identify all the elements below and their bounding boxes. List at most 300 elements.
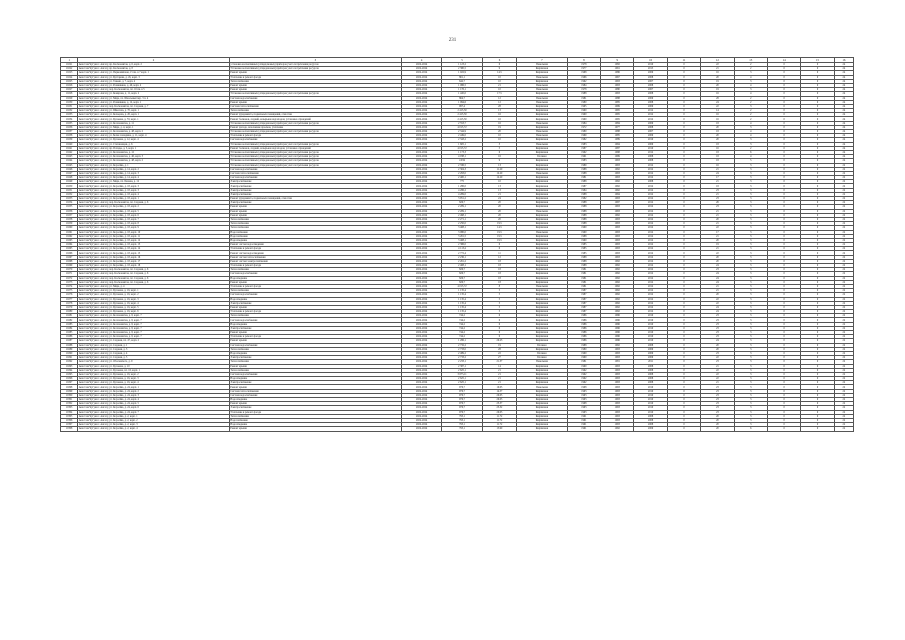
- table-cell-col-1: 10265: [61, 247, 78, 251]
- table-cell-col-8: 1985: [567, 243, 600, 247]
- table-cell-col-3: Установка коллективных (общедомовых) приборов учета потребления ресурсов: [229, 92, 401, 96]
- table-cell-col-12: 23: [701, 322, 734, 326]
- table-cell-col-6: 28: [482, 347, 516, 351]
- table-cell-col-5: 2 386,0: [442, 243, 482, 247]
- table-cell-col-4: 2022-2024: [401, 83, 441, 87]
- table-cell-col-7: Кирпичная: [517, 205, 568, 209]
- table-cell-col-14: 0: [767, 217, 800, 221]
- table-cell-col-3: Теплоснабжение: [229, 314, 401, 318]
- table-cell-col-10: 2008: [634, 83, 667, 87]
- table-cell-col-8: 1981: [567, 280, 600, 284]
- table-cell-col-4: 2022-2024: [401, 364, 441, 368]
- table-cell-col-1: 10256: [61, 209, 78, 213]
- table-cell-col-5: 4 113,4: [442, 247, 482, 251]
- table-cell-col-1: 10260: [61, 226, 78, 230]
- table-cell-col-12: 23: [701, 335, 734, 339]
- table-cell-col-15: 0: [801, 192, 834, 196]
- table-cell-col-5: 2 344,9: [442, 130, 482, 134]
- table-cell-col-15: 0: [801, 159, 834, 163]
- table-cell-col-4: 2022-2024: [401, 176, 441, 180]
- table-cell-col-16: 24: [834, 67, 853, 71]
- table-cell-col-6: 21: [482, 368, 516, 372]
- table-cell-col-14: 0: [767, 410, 800, 414]
- table-cell-col-14: 0: [767, 280, 800, 284]
- table-cell-col-12: 26: [701, 201, 734, 205]
- table-cell-col-16: 22: [834, 284, 853, 288]
- table-cell-col-8: 1978: [567, 88, 600, 92]
- table-cell-col-7: Кирпичная: [517, 276, 568, 280]
- table-cell-col-5: 861,1: [442, 75, 482, 79]
- table-cell-col-10: 2012: [634, 310, 667, 314]
- table-cell-col-8: 1987: [567, 146, 600, 150]
- table-cell-col-4: 2022-2024: [401, 209, 441, 213]
- table-cell-col-9: 1992: [601, 305, 634, 309]
- table-cell-col-6: 14: [482, 364, 516, 368]
- table-cell-col-14: 0: [767, 343, 800, 347]
- table-cell-col-9: 1993: [601, 251, 634, 255]
- table-cell-col-1: 10225: [61, 79, 78, 83]
- table-cell-col-16: 22: [834, 381, 853, 385]
- table-cell-col-16: 24: [834, 104, 853, 108]
- table-cell-col-14: 0: [767, 360, 800, 364]
- table-cell-col-12: 16: [701, 71, 734, 75]
- table-cell-col-14: 0: [767, 385, 800, 389]
- table-cell-col-6: 8: [482, 284, 516, 288]
- table-cell-col-11: 0: [667, 272, 700, 276]
- table-cell-col-11: 0: [667, 163, 700, 167]
- table-cell-col-1: 10283: [61, 322, 78, 326]
- table-cell-col-12: 16: [701, 92, 734, 96]
- table-cell-col-2: Аша Сам Чугунн г. Ангасу, ул. Королёва, д. 18, корп. 3: [78, 184, 230, 188]
- table-cell-col-11: 0: [667, 284, 700, 288]
- table-cell-col-11: 0: [667, 251, 700, 255]
- table-cell-col-6: 6: [482, 326, 516, 330]
- table-cell-col-15: 0: [801, 100, 834, 104]
- table-cell-col-5: 1 445,0: [442, 92, 482, 96]
- table-cell-col-5: 2 343,2: [442, 138, 482, 142]
- table-cell-col-3: Ремонт крыши: [229, 71, 401, 75]
- table-cell-col-7: Кирпичная: [517, 79, 568, 83]
- table-cell-col-8: 1992: [567, 150, 600, 154]
- table-cell-col-8: 1982: [567, 197, 600, 201]
- table-cell-col-13: 6: [734, 150, 767, 154]
- table-cell-col-3: Система водоснабжения: [229, 96, 401, 100]
- table-cell-col-15: 0: [801, 121, 834, 125]
- table-cell-col-11: 0: [667, 176, 700, 180]
- table-cell-col-16: 24: [834, 109, 853, 113]
- table-cell-col-13: 3: [734, 142, 767, 146]
- table-cell-col-1: 10229: [61, 96, 78, 100]
- table-cell-col-5: 2 336,5: [442, 163, 482, 167]
- table-cell-col-7: Панельная: [517, 96, 568, 100]
- table-cell-col-9: 1992: [601, 293, 634, 297]
- table-cell-col-5: 1 022,9: [442, 71, 482, 75]
- table-cell-col-16: 24: [834, 83, 853, 87]
- table-cell-col-16: 22: [834, 389, 853, 393]
- table-cell-col-7: Панельная: [517, 385, 568, 389]
- table-cell-col-3: Установка коллективных (общедомовых) приборов учета потребления ресурсов: [229, 121, 401, 125]
- table-cell-col-9: 1985: [601, 134, 634, 138]
- table-cell-col-3: Ремонт балконов, лоджий, козырьков над входом, установка ограждений: [229, 117, 401, 121]
- table-cell-col-10: 2012: [634, 213, 667, 217]
- table-cell-col-3: Водоснабжение: [229, 418, 401, 422]
- table-cell-col-4: 2022-2024: [401, 385, 441, 389]
- table-cell-col-13: 4: [734, 134, 767, 138]
- table-cell-col-10: 2010: [634, 335, 667, 339]
- table-cell-col-7: Кирпичная: [517, 418, 568, 422]
- table-cell-col-13: 4: [734, 121, 767, 125]
- table-cell-col-6: 19.5: [482, 234, 516, 238]
- table-cell-col-15: 0: [801, 289, 834, 293]
- table-cell-col-12: 20: [701, 343, 734, 347]
- table-cell-col-5: 3 408,1: [442, 226, 482, 230]
- table-cell-col-3: Система водоснабжения: [229, 138, 401, 142]
- table-cell-col-15: 0: [801, 83, 834, 87]
- table-cell-col-14: 0: [767, 301, 800, 305]
- table-cell-col-11: 0: [667, 255, 700, 259]
- table-cell-col-3: Электроснабжение: [229, 381, 401, 385]
- table-cell-col-7: Кирпичная: [517, 251, 568, 255]
- table-cell-col-11: 0: [667, 96, 700, 100]
- table-cell-col-13: 2: [734, 117, 767, 121]
- table-cell-col-7: Панельная: [517, 284, 568, 288]
- table-cell-col-15: 0: [801, 130, 834, 134]
- table-cell-col-4: 2022-2024: [401, 188, 441, 192]
- table-cell-col-1: 10306: [61, 418, 78, 422]
- table-cell-col-9: 1985: [601, 100, 634, 104]
- table-cell-col-6: 24: [482, 197, 516, 201]
- table-cell-col-13: 3: [734, 247, 767, 251]
- table-cell-col-10: 2008: [634, 364, 667, 368]
- table-cell-col-7: Кирпичная: [517, 310, 568, 314]
- table-cell-col-11: 0: [667, 159, 700, 163]
- table-cell-col-5: 976,7: [442, 402, 482, 406]
- table-cell-col-12: 23: [701, 398, 734, 402]
- table-cell-col-11: 0: [667, 150, 700, 154]
- table-cell-col-7: Кирпичная: [517, 381, 568, 385]
- table-cell-col-13: 3: [734, 264, 767, 268]
- table-cell-col-2: Аша Сам Чугунн г. Ангасу, ул. Кусакова, д. 10: [78, 364, 230, 368]
- table-cell-col-14: 0: [767, 351, 800, 355]
- table-cell-col-1: 10230: [61, 100, 78, 104]
- table-cell-col-4: 2022-2024: [401, 171, 441, 175]
- table-cell-col-3: Ремонт крыши: [229, 427, 401, 431]
- table-cell-col-5: 2 209,1: [442, 209, 482, 213]
- table-cell-col-4: 2022-2024: [401, 100, 441, 104]
- table-cell-col-8: 1988: [567, 222, 600, 226]
- table-cell-col-14: 0: [767, 226, 800, 230]
- table-cell-col-8: 1993: [567, 410, 600, 414]
- table-cell-col-4: 2022-2024: [401, 272, 441, 276]
- table-cell-col-3: Утепление и ремонт фасада: [229, 410, 401, 414]
- table-cell-col-5: 3 951,2: [442, 197, 482, 201]
- table-cell-col-10: 2008: [634, 180, 667, 184]
- table-cell-col-11: 0: [667, 418, 700, 422]
- table-cell-col-14: 0: [767, 238, 800, 242]
- table-cell-col-15: 0: [801, 125, 834, 129]
- table-cell-col-14: 0: [767, 230, 800, 234]
- table-cell-col-9: 1992: [601, 297, 634, 301]
- table-cell-col-4: 2022-2024: [401, 297, 441, 301]
- table-cell-col-14: 0: [767, 75, 800, 79]
- table-cell-col-5: 4 013,72: [442, 146, 482, 150]
- table-cell-col-9: 1993: [601, 356, 634, 360]
- table-cell-col-1: 10302: [61, 402, 78, 406]
- table-cell-col-11: 0: [667, 339, 700, 343]
- table-cell-col-10: 2009: [634, 351, 667, 355]
- table-cell-col-6: 10: [482, 134, 516, 138]
- table-cell-col-16: 22: [834, 372, 853, 376]
- table-cell-col-2: Аша Сам Чугунн г. Ангасу, ул. Королёва, д. 24, корп. 3: [78, 393, 230, 397]
- table-cell-col-5: 826,7: [442, 201, 482, 205]
- table-cell-col-9: 1992: [601, 259, 634, 263]
- table-cell-col-14: 0: [767, 100, 800, 104]
- table-cell-col-10: 2010: [634, 339, 667, 343]
- table-cell-col-3: Теплоснабжение: [229, 109, 401, 113]
- table-cell-col-6: 19.5: [482, 238, 516, 242]
- table-cell-col-3: Установка коллективных (общедомовых) приборов учета потребления ресурсов: [229, 130, 401, 134]
- table-cell-col-10: 2008: [634, 368, 667, 372]
- table-cell-col-8: 1993: [567, 398, 600, 402]
- table-cell-col-4: 2022-2024: [401, 293, 441, 297]
- table-cell-col-11: 0: [667, 234, 700, 238]
- table-cell-col-9: 1993: [601, 209, 634, 213]
- table-cell-col-1: 10264: [61, 243, 78, 247]
- table-cell-col-15: 0: [801, 226, 834, 230]
- table-cell-col-9: 1993: [601, 406, 634, 410]
- table-cell-col-9: 1988: [601, 96, 634, 100]
- table-cell-col-6: 20: [482, 130, 516, 134]
- table-cell-col-6: 27: [482, 356, 516, 360]
- table-cell-col-15: 0: [801, 364, 834, 368]
- table-cell-col-11: 0: [667, 268, 700, 272]
- table-cell-col-1: 10277: [61, 297, 78, 301]
- table-cell-col-16: 22: [834, 368, 853, 372]
- table-cell-col-4: 2022-2024: [401, 247, 441, 251]
- table-cell-col-14: 0: [767, 372, 800, 376]
- table-cell-col-1: 10263: [61, 238, 78, 242]
- table-cell-col-6: 20.05: [482, 398, 516, 402]
- table-cell-col-5: 2 271,1: [442, 217, 482, 221]
- table-cell-col-7: Кирпичная: [517, 67, 568, 71]
- table-cell-col-15: 0: [801, 423, 834, 427]
- table-cell-col-9: 1993: [601, 398, 634, 402]
- table-cell-col-12: 22: [701, 297, 734, 301]
- table-cell-col-1: 10304: [61, 410, 78, 414]
- table-cell-col-16: 22: [834, 238, 853, 242]
- table-cell-col-8: 1992: [567, 79, 600, 83]
- table-cell-col-10: 2008: [634, 377, 667, 381]
- table-cell-col-11: 0: [667, 222, 700, 226]
- table-cell-col-2: Аша Сам Чугунн г. Ангасу, ул. Королёва, д. 18, корп. 2: [78, 205, 230, 209]
- table-cell-col-9: 1993: [601, 418, 634, 422]
- table-cell-col-14: 0: [767, 331, 800, 335]
- table-cell-col-16: 22: [834, 230, 853, 234]
- table-cell-col-9: 1996: [601, 318, 634, 322]
- table-cell-col-5: 3 261,5: [442, 234, 482, 238]
- table-cell-col-6: 23.32: [482, 406, 516, 410]
- program-table-sheet: [60, 57, 854, 432]
- table-cell-col-16: 24: [834, 71, 853, 75]
- table-cell-col-15: 0: [801, 322, 834, 326]
- table-cell-col-11: 0: [667, 217, 700, 221]
- table-cell-col-8: 1981: [567, 176, 600, 180]
- table-cell-col-1: 10307: [61, 423, 78, 427]
- table-cell-col-14: 0: [767, 314, 800, 318]
- table-cell-col-7: Кирпичная: [517, 71, 568, 75]
- table-cell-col-8: 1986: [567, 339, 600, 343]
- table-cell-col-9: 1982: [601, 63, 634, 67]
- table-cell-col-13: 3: [734, 104, 767, 108]
- table-cell-col-8: 1981: [567, 268, 600, 272]
- table-cell-col-7: Панельная: [517, 171, 568, 175]
- table-cell-col-12: 23: [701, 360, 734, 364]
- table-cell-col-10: 2012: [634, 247, 667, 251]
- table-cell-col-4: 2022-2024: [401, 230, 441, 234]
- table-cell-col-9: 1996: [601, 335, 634, 339]
- table-cell-col-5: 864,7: [442, 96, 482, 100]
- table-cell-col-14: 0: [767, 125, 800, 129]
- table-cell-col-9: 1993: [601, 414, 634, 418]
- table-cell-col-3: Водоотведение: [229, 322, 401, 326]
- table-cell-col-13: 3: [734, 243, 767, 247]
- table-cell-col-12: 21: [701, 180, 734, 184]
- table-cell-col-15: 0: [801, 142, 834, 146]
- table-cell-col-3: Система водоснабжения: [229, 318, 401, 322]
- table-cell-col-16: 24: [834, 117, 853, 121]
- table-cell-col-15: 0: [801, 117, 834, 121]
- table-cell-col-11: 0: [667, 146, 700, 150]
- table-cell-col-16: 22: [834, 205, 853, 209]
- table-cell-col-10: 2011: [634, 360, 667, 364]
- table-cell-col-16: 24: [834, 121, 853, 125]
- table-cell-col-6: 5: [482, 289, 516, 293]
- table-cell-col-12: 20: [701, 138, 734, 142]
- table-cell-col-9: 1993: [601, 205, 634, 209]
- table-cell-col-1: 10284: [61, 326, 78, 330]
- table-cell-col-12: 22: [701, 356, 734, 360]
- table-cell-col-6: 13: [482, 184, 516, 188]
- table-cell-col-1: 10261: [61, 230, 78, 234]
- table-cell-col-4: 2022-2024: [401, 104, 441, 108]
- table-cell-col-13: 3: [734, 276, 767, 280]
- table-cell-col-11: 0: [667, 230, 700, 234]
- table-cell-col-6: 21: [482, 381, 516, 385]
- table-cell-col-13: 6: [734, 427, 767, 431]
- table-cell-col-14: 0: [767, 297, 800, 301]
- table-cell-col-5: 976,7: [442, 406, 482, 410]
- table-cell-col-12: 23: [701, 393, 734, 397]
- table-cell-col-1: 10280: [61, 310, 78, 314]
- table-cell-col-10: 2012: [634, 234, 667, 238]
- table-cell-col-11: 0: [667, 92, 700, 96]
- table-cell-col-15: 0: [801, 335, 834, 339]
- table-cell-col-12: 23: [701, 410, 734, 414]
- table-cell-col-13: 4: [734, 155, 767, 159]
- table-cell-col-4: 2022-2024: [401, 259, 441, 263]
- table-cell-col-15: 0: [801, 104, 834, 108]
- table-cell-col-16: 22: [834, 301, 853, 305]
- table-cell-col-5: 2 209,1: [442, 205, 482, 209]
- table-cell-col-5: 1 123,2: [442, 63, 482, 67]
- table-cell-col-3: Водоотведение: [229, 351, 401, 355]
- table-cell-col-3: Ремонт крыши: [229, 364, 401, 368]
- table-cell-col-5: 3 675,11: [442, 372, 482, 376]
- table-cell-col-7: Панельная: [517, 134, 568, 138]
- table-cell-col-5: 2 553,7: [442, 121, 482, 125]
- table-cell-col-8: 1991: [567, 427, 600, 431]
- column-number-9: 9: [601, 58, 634, 63]
- table-cell-col-8: 1991: [567, 155, 600, 159]
- table-cell-col-9: 1992: [601, 343, 634, 347]
- table-cell-col-15: 0: [801, 138, 834, 142]
- table-cell-col-7: Кирпичная: [517, 314, 568, 318]
- table-cell-col-13: 2: [734, 113, 767, 117]
- table-cell-col-3: Утепление и ремонт фасада: [229, 75, 401, 79]
- table-cell-col-3: Система теплоснабжения: [229, 104, 401, 108]
- table-cell-col-12: 20: [701, 75, 734, 79]
- table-cell-col-6: 14.5: [482, 226, 516, 230]
- table-cell-col-13: 3: [734, 205, 767, 209]
- table-cell-col-15: 0: [801, 213, 834, 217]
- table-cell-col-8: 1980: [567, 130, 600, 134]
- table-cell-col-10: 2012: [634, 251, 667, 255]
- table-cell-col-4: 2022-2024: [401, 113, 441, 117]
- table-cell-col-16: 22: [834, 209, 853, 213]
- table-cell-col-13: 5: [734, 159, 767, 163]
- table-cell-col-10: 2009: [634, 121, 667, 125]
- table-cell-col-9: 1993: [601, 351, 634, 355]
- table-cell-col-10: 2009: [634, 347, 667, 351]
- table-cell-col-6: 16: [482, 117, 516, 121]
- table-cell-col-9: 1993: [601, 410, 634, 414]
- table-cell-col-5: 744,2: [442, 335, 482, 339]
- table-cell-col-1: 10297: [61, 381, 78, 385]
- table-cell-col-2: Аша Сам Чугунн г. Ангасу, ул. Космонавтов, д. 11: [78, 121, 230, 125]
- table-cell-col-9: 1994: [601, 142, 634, 146]
- table-cell-col-3: Теплоснабжение: [229, 268, 401, 272]
- table-cell-col-12: 21: [701, 284, 734, 288]
- table-cell-col-14: 0: [767, 318, 800, 322]
- table-cell-col-13: 3: [734, 284, 767, 288]
- table-cell-col-14: 0: [767, 192, 800, 196]
- table-cell-col-10: 2008: [634, 100, 667, 104]
- table-cell-col-4: 2022-2024: [401, 146, 441, 150]
- table-cell-col-13: 3: [734, 251, 767, 255]
- table-cell-col-2: Аша Сам Чугунн г. Ангасу, ул. Садовая, пл. 47, корп. 2: [78, 339, 230, 343]
- table-cell-col-8: 1995: [567, 104, 600, 108]
- table-cell-col-3: Установка коллективных (общедомовых) приборов учета потребления ресурсов: [229, 155, 401, 159]
- table-cell-col-1: 10236: [61, 125, 78, 129]
- table-cell-col-1: 10241: [61, 146, 78, 150]
- table-cell-col-5: 4 013,72: [442, 284, 482, 288]
- table-cell-col-9: 1993: [601, 368, 634, 372]
- table-cell-col-13: 3: [734, 79, 767, 83]
- table-cell-col-12: 16: [701, 146, 734, 150]
- table-cell-col-13: 3: [734, 234, 767, 238]
- table-cell-col-11: 0: [667, 79, 700, 83]
- table-cell-col-9: 1988: [601, 130, 634, 134]
- table-cell-col-15: 0: [801, 385, 834, 389]
- table-cell-col-11: 0: [667, 259, 700, 263]
- table-cell-col-6: 6: [482, 322, 516, 326]
- table-cell-col-5: 826,7: [442, 280, 482, 284]
- table-cell-col-8: 1986: [567, 326, 600, 330]
- table-cell-col-11: 0: [667, 88, 700, 92]
- table-cell-col-15: 0: [801, 326, 834, 330]
- table-cell-col-11: 0: [667, 377, 700, 381]
- table-cell-col-4: 2022-2024: [401, 322, 441, 326]
